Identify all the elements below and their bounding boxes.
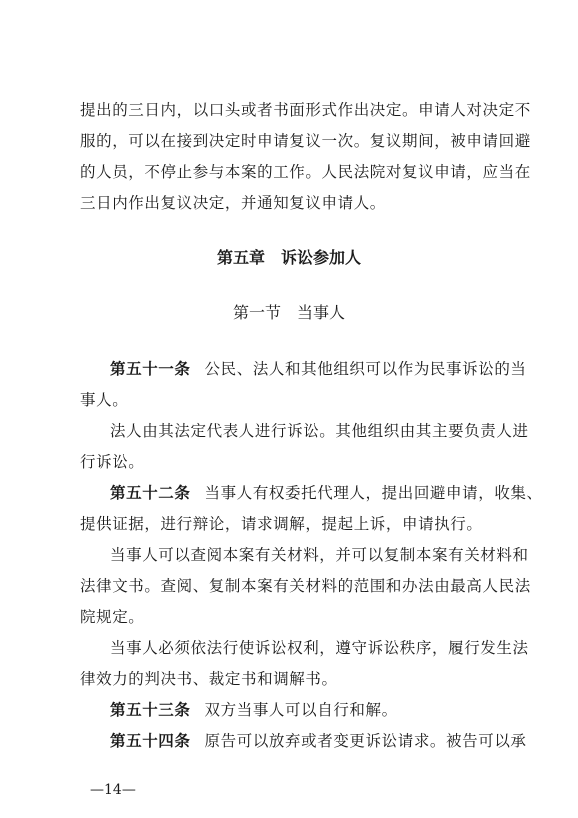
- article-52-para2-line2: 法律文书。查阅、复制本案有关材料的范围和办法由最高人民法: [80, 577, 531, 595]
- paragraph-line: 服的，可以在接到决定时申请复议一次。复议期间，被申请回避: [80, 132, 531, 150]
- paragraph-line: 提出的三日内，以口头或者书面形式作出决定。申请人对决定不: [80, 101, 531, 119]
- chapter-title: 第五章 诉讼参加人: [216, 248, 361, 267]
- article-52-para3-line2: 律效力的判决书、裁定书和调解书。: [80, 670, 338, 688]
- article-51-line1: [110, 359, 527, 379]
- article-52-para2-line1: 当事人可以查阅本案有关材料，并可以复制本案有关材料和: [110, 546, 529, 564]
- article-51-para2-line1: 法人由其法定代表人进行诉讼。其他组织由其主要负责人进: [110, 422, 529, 440]
- article-52-para2-line3: 院规定。: [80, 608, 145, 626]
- page-number: —14—: [90, 782, 136, 798]
- article-51-para2-line2: 行诉讼。: [80, 453, 145, 471]
- article-53-line1: [110, 700, 510, 720]
- section-title: 第一节 当事人: [232, 303, 345, 322]
- article-label: 第五十一条: [110, 360, 191, 378]
- article-52-para3-line1: 当事人必须依法行使诉讼权利，遵守诉讼秩序，履行发生法: [110, 639, 529, 657]
- article-54-line1: [110, 731, 527, 751]
- article-52-line2: 提供证据，进行辩论，请求调解，提起上诉，申请执行。: [80, 515, 483, 533]
- article-text: 原告可以放弃或者变更诉讼请求。被告可以承: [204, 732, 527, 750]
- article-51-line2: 事人。: [80, 391, 129, 409]
- article-text: 当事人有权委托代理人，提出回避申请，收集、: [204, 484, 543, 502]
- article-label: 第五十四条: [110, 732, 191, 750]
- paragraph-line: 的人员，不停止参与本案的工作。人民法院对复议申请，应当在: [80, 163, 531, 181]
- article-text: 双方当事人可以自行和解。: [204, 701, 398, 719]
- paragraph-line: 三日内作出复议决定，并通知复议申请人。: [80, 194, 386, 212]
- article-label: 第五十二条: [110, 484, 191, 502]
- article-text: 公民、法人和其他组织可以作为民事诉讼的当: [204, 360, 527, 378]
- article-52-line1: [110, 483, 543, 503]
- article-label: 第五十三条: [110, 701, 191, 719]
